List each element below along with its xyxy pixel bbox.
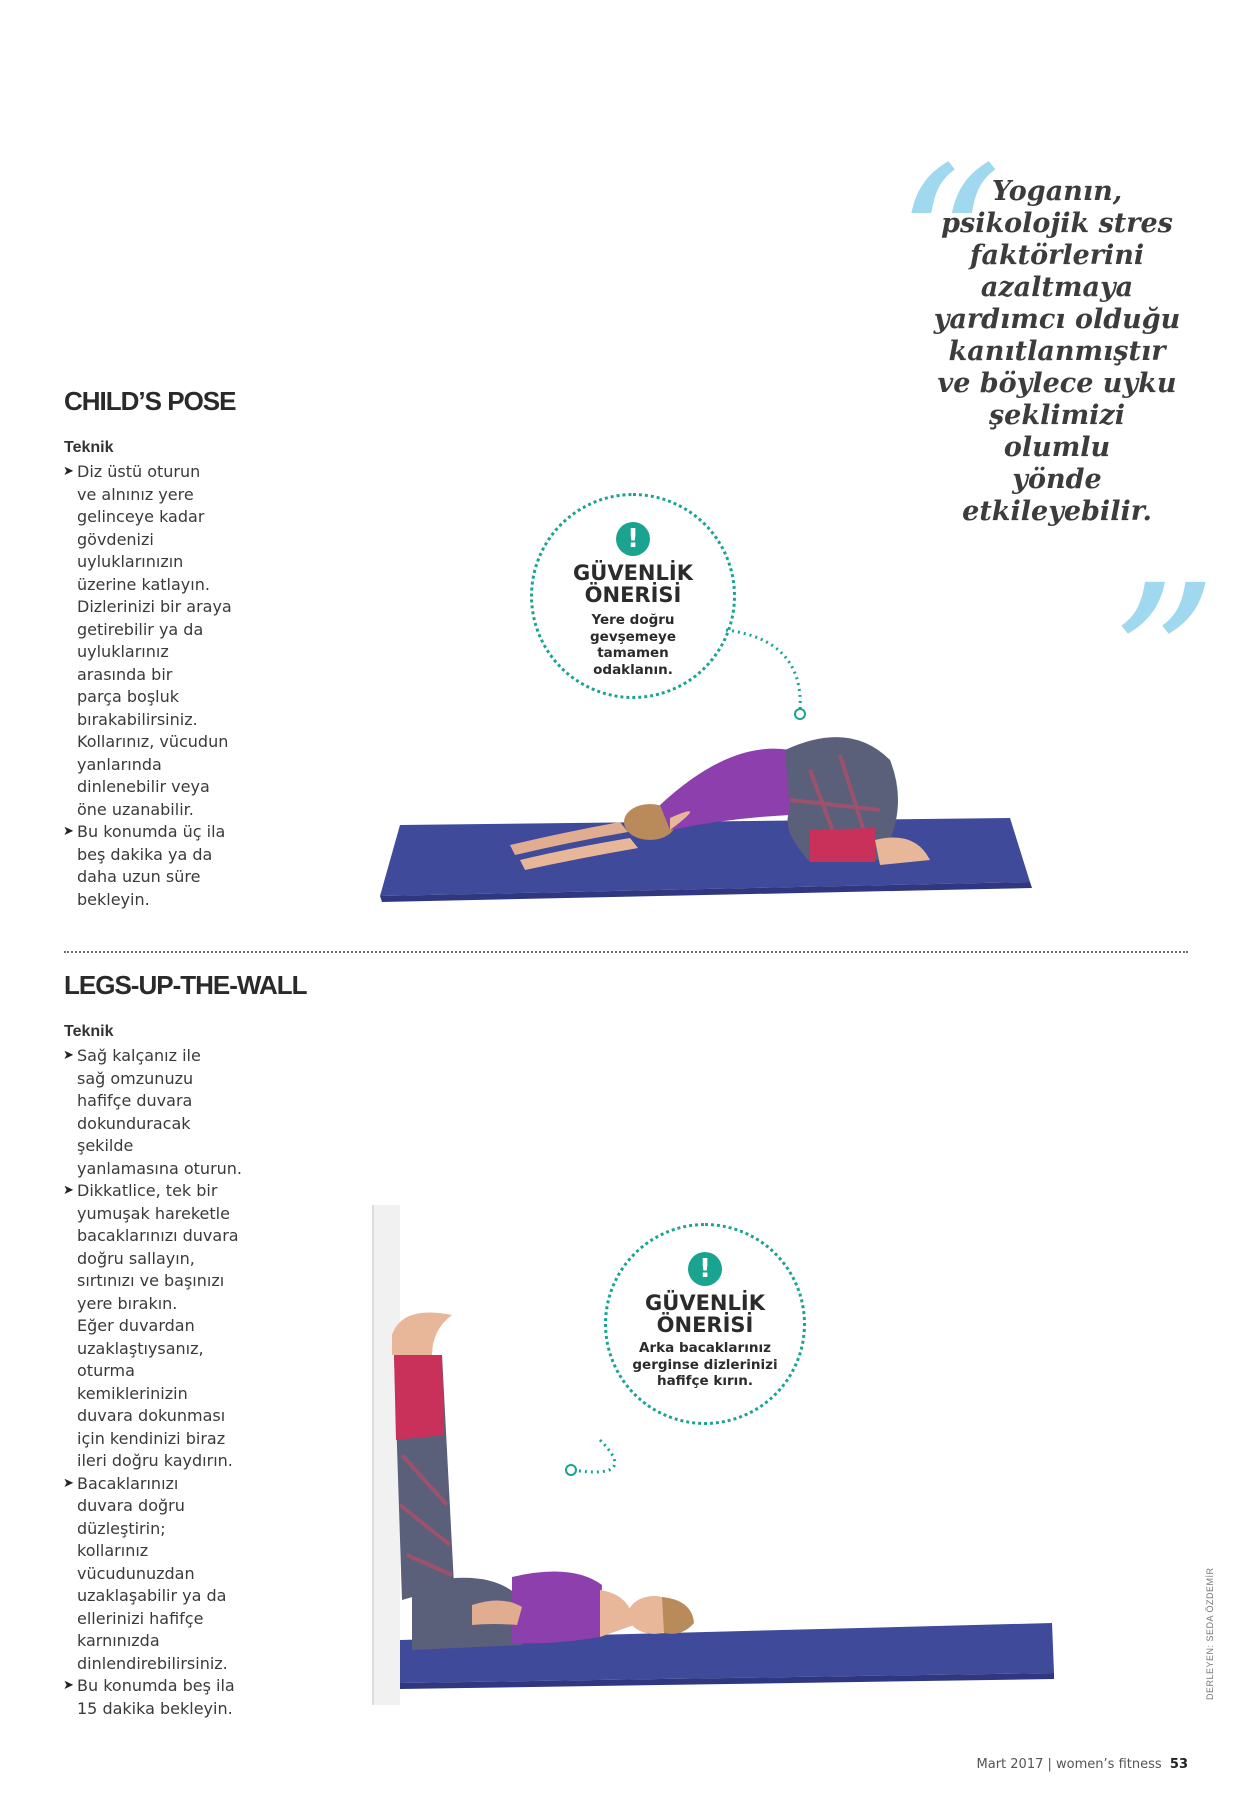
quote-line: yardımcı olduğu (933, 304, 1181, 335)
step-line: duvara doğru (77, 1496, 185, 1515)
step-line: ➤ Dikkatlice, tek bir (77, 1181, 218, 1200)
feet (392, 1313, 452, 1356)
step-line: duvara dokunması (77, 1406, 226, 1425)
technique-step (64, 1045, 304, 1180)
step-line: oturma (77, 1361, 135, 1380)
magazine-name: women’s fitness (1056, 1757, 1162, 1772)
step-line: 15 dakika bekleyin. (77, 1698, 233, 1718)
page-footer (977, 1757, 1188, 1772)
tip-title-line: ÖNERİSİ (584, 583, 682, 607)
quote-line: kanıtlanmıştır (948, 336, 1166, 367)
step-line: hafifçe duvara (77, 1091, 193, 1110)
step-line: uyluklarınız (77, 642, 169, 661)
tip-body-line: hafifçe kırın. (656, 1373, 754, 1389)
quote-line: yönde (1012, 464, 1102, 495)
safety-tip-bubble (604, 1223, 806, 1425)
step-line: yumuşak hareketle (77, 1203, 230, 1223)
step-line: yere bırakın. (77, 1293, 178, 1313)
exclamation-icon: ! (616, 522, 650, 556)
quote-line: azaltmaya (980, 272, 1134, 303)
step-line: Kollarınız, vücudun (77, 732, 229, 751)
safety-tip-text (607, 1340, 803, 1390)
step-line: uzaklaşabilir ya da (77, 1586, 227, 1605)
tip-body-line: gevşemeye (590, 628, 676, 645)
step-line: ileri doğru kaydırın. (77, 1451, 233, 1470)
step-line: arasında bir (77, 664, 173, 684)
step-line: yanlamasına oturun. (77, 1158, 243, 1178)
quote-line: faktörlerini (969, 240, 1145, 271)
step-line: dinlendirebilirsiniz. (77, 1653, 228, 1673)
step-line: ellerinizi hafifçe (77, 1608, 204, 1628)
step-line: yanlarında (77, 754, 162, 774)
section-title-legs-up-the-wall: LEGS-UP-THE-WALL (64, 970, 307, 1000)
tip-body-line: Arka bacaklarınız (639, 1340, 771, 1356)
step-line: gövdenizi (77, 529, 154, 549)
tip-body-line: Yere doğru (591, 612, 675, 628)
sports-top (512, 1572, 602, 1644)
step-line: sırtınızı ve başınızı (77, 1271, 225, 1290)
step-line: Dizlerinizi bir araya (77, 597, 232, 616)
section-title-childs-pose: CHILD’S POSE (64, 386, 236, 416)
step-line: karnınızda (77, 1631, 160, 1650)
step-line: uyluklarınızın (77, 552, 184, 571)
step-line: düzleştirin; (77, 1518, 166, 1538)
step-line: getirebilir ya da (77, 619, 204, 639)
quote-line: ve böylece uyku (937, 368, 1177, 399)
step-line: dokunduracak (77, 1113, 191, 1133)
exclamation-icon: ! (688, 1252, 722, 1286)
step-line: parça boşluk (77, 687, 180, 706)
step-line: için kendinizi biraz (77, 1428, 226, 1448)
step-line: bırakabilirsiniz. (77, 709, 198, 729)
quote-line: psikolojik stres (941, 208, 1173, 239)
tip-title-line: ÖNERİSİ (656, 1313, 754, 1337)
safety-tip-title (607, 1292, 803, 1336)
step-line: ve alnınız yere (77, 484, 194, 504)
close-quote-mark-icon: ” (1110, 540, 1218, 785)
step-line: bacaklarınızı duvara (77, 1226, 239, 1245)
step-line: kollarınız (77, 1541, 149, 1560)
step-line: ➤ Diz üstü oturun (77, 462, 201, 481)
step-line: sağ omzunuzu (77, 1068, 194, 1088)
step-line: dinlenebilir veya (77, 777, 210, 796)
tip-body-line: odaklanın. (593, 661, 673, 678)
quote-line: Yoganın, (991, 176, 1123, 207)
technique-label: Teknik (64, 1023, 114, 1040)
step-line: uzaklaştıysanız, (77, 1338, 204, 1358)
step-line: ➤ Bu konumda üç ila (77, 822, 226, 841)
step-line: kemiklerinizin (77, 1383, 188, 1403)
section-divider (64, 951, 1188, 953)
tip-body-line: gerginse dizlerinizi (632, 1356, 778, 1373)
step-line: öne uzanabilir. (77, 799, 194, 819)
step-line: gelinceye kadar (77, 507, 205, 526)
technique-step (64, 1675, 304, 1720)
tip-body-line: tamamen (597, 645, 669, 661)
technique-step (64, 1473, 304, 1676)
author-credit: DERLEYEN: SEDA ÖZDEMİR (1205, 1567, 1215, 1700)
wall (372, 1205, 400, 1705)
step-line: beş dakika ya da (77, 844, 213, 864)
step-line: daha uzun süre (77, 867, 201, 886)
open-quote-mark-icon: “ (895, 122, 1003, 367)
step-line: ➤ Bacaklarınızı (77, 1473, 179, 1493)
tip-title-line: GÜVENLİK (645, 1291, 765, 1315)
step-line: ➤ Bu konumda beş ila (77, 1676, 235, 1695)
technique-label: Teknik (64, 439, 114, 456)
step-line: Eğer duvardan (77, 1316, 195, 1335)
step-line: şekilde (77, 1136, 134, 1155)
quote-line: şeklimizi olumlu (988, 400, 1125, 463)
page-number: 53 (1169, 1757, 1188, 1772)
footer-separator: | (1047, 1757, 1052, 1772)
step-line: vücudunuzdan (77, 1563, 195, 1583)
technique-steps (64, 1045, 304, 1720)
quote-line: etkileyebilir. (962, 496, 1152, 527)
tip-title-line: GÜVENLİK (573, 561, 693, 585)
step-line: doğru sallayın, (77, 1248, 195, 1268)
step-line: üzerine katlayın. (77, 574, 210, 594)
issue-date: Mart 2017 (976, 1757, 1044, 1772)
technique-step (64, 1180, 304, 1473)
step-line: bekleyin. (77, 889, 150, 909)
step-line: ➤ Sağ kalçanız ile (77, 1046, 201, 1065)
